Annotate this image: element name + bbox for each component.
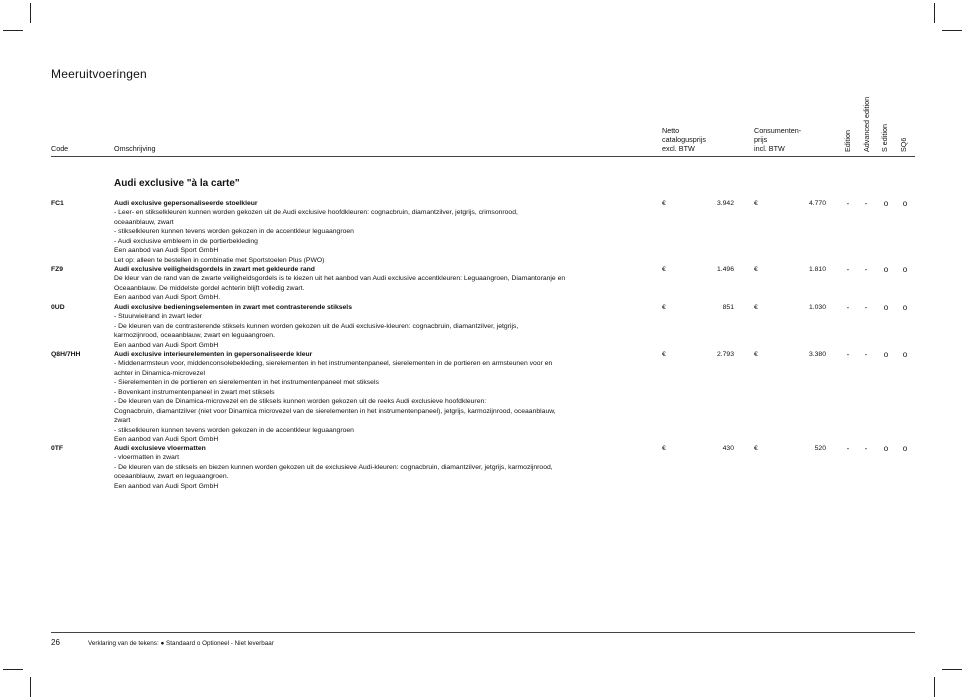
- option-description-line: Een aanbod van Audi Sport GmbH: [114, 341, 219, 349]
- availability-mark: o: [883, 350, 889, 359]
- availability-mark: o: [883, 265, 889, 274]
- footer-divider: [51, 632, 915, 633]
- crop-mark: [30, 677, 31, 697]
- legend: Verklaring van de tekens: ● Standaard o Optioneel - Niet leverbaar: [88, 640, 274, 647]
- column-header-description: Omschrijving: [114, 144, 156, 153]
- option-title: Audi exclusieve vloermatten: [114, 445, 206, 452]
- option-title: Audi exclusive bedieningselementen in zwart met contrasterende stiksels: [114, 304, 352, 311]
- header-line: catalogusprijs: [662, 135, 706, 144]
- currency-symbol: €: [662, 445, 666, 452]
- option-description-line: oceaanblauw, zwart: [114, 218, 174, 226]
- header-line: incl. BTW: [754, 144, 785, 153]
- option-description-line: Oceaanblauw. De middelste gordel achterin blijft volledig zwart.: [114, 284, 305, 292]
- availability-mark: o: [883, 199, 889, 208]
- header-line: Netto: [662, 126, 680, 135]
- option-code: Q8H/7HH: [51, 351, 81, 358]
- availability-mark: o: [902, 444, 908, 453]
- column-header-code: Code: [51, 144, 69, 153]
- option-description-line: oceaanblauw, zwart en leguaangroen.: [114, 473, 229, 481]
- net-price: 2.793: [716, 351, 734, 358]
- option-description-line: Een aanbod van Audi Sport GmbH: [114, 247, 219, 255]
- option-description-line: - De kleuren van de contrasterende stiksels kunnen worden gekozen uit de Audi exclusive-kleuren: cognacbruin, diamantzilver, jetgrijs,: [114, 322, 519, 330]
- net-price: 851: [722, 304, 734, 311]
- consumer-price: 1.030: [808, 304, 826, 311]
- net-price: 1.496: [716, 266, 734, 273]
- column-header-consumer-price: [754, 126, 824, 153]
- column-header-edition: Edition: [843, 130, 852, 152]
- option-description-line: achter in Dinamica-microvezel: [114, 369, 206, 377]
- option-code: 0UD: [51, 304, 65, 311]
- option-description: [114, 199, 644, 265]
- header-line: prijs: [754, 135, 768, 144]
- availability-mark: -: [846, 350, 850, 359]
- availability-mark: -: [846, 444, 850, 453]
- availability-mark: -: [864, 350, 868, 359]
- currency-symbol: €: [662, 266, 666, 273]
- availability-mark: -: [864, 265, 868, 274]
- option-description: [114, 444, 644, 491]
- availability-mark: o: [902, 303, 908, 312]
- currency-symbol: €: [662, 351, 666, 358]
- availability-mark: -: [864, 199, 868, 208]
- crop-mark: [30, 3, 31, 23]
- column-header-s-edition: S edition: [880, 124, 889, 152]
- option-description-line: Cognacbruin, diamantzilver (niet voor Dinamica microvezel van de sierelementen in het instrumentenpaneel), jetgrijs, karmozijnrood, oceaanblauw,: [114, 407, 556, 415]
- page-title: Meeruitvoeringen: [51, 67, 147, 81]
- availability-mark: -: [846, 199, 850, 208]
- crop-mark: [934, 677, 935, 697]
- consumer-price: 1.810: [808, 266, 826, 273]
- currency-symbol: €: [754, 266, 758, 273]
- availability-mark: -: [846, 303, 850, 312]
- option-description-line: - Audi exclusive embleem in de portierbekleding: [114, 237, 258, 245]
- option-description: [114, 350, 644, 445]
- option-description-line: - De kleuren van de Dinamica-microvezel en de stiksels kunnen worden gekozen uit de reeks Audi exclusieve hoofdkleuren:: [114, 398, 487, 406]
- availability-mark: -: [864, 303, 868, 312]
- net-price: 430: [722, 445, 734, 452]
- option-title: Audi exclusive veiligheidsgordels in zwart met gekleurde rand: [114, 266, 315, 273]
- option-code: 0TF: [51, 445, 64, 452]
- option-title: Audi exclusive interieurelementen in gepersonaliseerde kleur: [114, 351, 313, 358]
- availability-mark: -: [846, 265, 850, 274]
- option-description-line: - De kleuren van de stiksels en biezen kunnen worden gekozen uit de exclusieve Audi-kleuren: cognacbruin, diamantzilver, jetgrijs, karmozijnrood,: [114, 463, 553, 471]
- option-description-line: - vloermatten in zwart: [114, 454, 179, 462]
- option-description-line: - Middenarmsteun voor, middenconsolebekleding, sierelementen in het instrumentenpaneel, sierelementen in de portieren en armsteunen voor en: [114, 360, 553, 368]
- option-description-line: De kleur van de rand van de zwarte veiligheidsgordels is te kiezen uit het aanbod van Audi exclusive accentkleuren: Leguaangroen, Diamantoranje en: [114, 275, 566, 283]
- option-description-line: Een aanbod van Audi Sport GmbH.: [114, 294, 221, 302]
- consumer-price: 520: [814, 445, 826, 452]
- currency-symbol: €: [662, 200, 666, 207]
- column-header-sq6: SQ6: [899, 137, 908, 152]
- option-code: FC1: [51, 200, 64, 207]
- currency-symbol: €: [754, 304, 758, 311]
- currency-symbol: €: [754, 351, 758, 358]
- crop-mark: [3, 669, 23, 670]
- category-heading: Audi exclusive "à la carte": [114, 178, 240, 189]
- crop-mark: [942, 669, 962, 670]
- option-description-line: karmozijnrood, oceaanblauw, zwart en leguaangroen.: [114, 332, 275, 340]
- option-title: Audi exclusive gepersonaliseerde stoelkleur: [114, 200, 258, 207]
- option-description-line: - Leer- en stikselkleuren kunnen worden gekozen uit de Audi exclusive hoofdkleuren: cognacbruin, diamantzilver, jetgrijs, crimsonrood,: [114, 209, 518, 217]
- availability-mark: o: [883, 444, 889, 453]
- page-number: 26: [51, 638, 60, 647]
- option-description-line: Een aanbod van Audi Sport GmbH: [114, 436, 219, 444]
- consumer-price: 3.380: [808, 351, 826, 358]
- option-description-line: - Bovenkant instrumentenpaneel in zwart met stiksels: [114, 388, 275, 396]
- header-line: excl. BTW: [662, 144, 695, 153]
- option-description-line: - stikselkleuren kunnen tevens worden gekozen in de accentkleur leguaangroen: [114, 228, 354, 236]
- availability-mark: o: [902, 350, 908, 359]
- crop-mark: [934, 3, 935, 23]
- availability-mark: -: [864, 444, 868, 453]
- crop-mark: [942, 30, 962, 31]
- option-description-line: zwart: [114, 417, 131, 425]
- availability-mark: o: [902, 265, 908, 274]
- currency-symbol: €: [754, 445, 758, 452]
- option-description: [114, 265, 644, 303]
- currency-symbol: €: [754, 200, 758, 207]
- column-header-advanced-edition: Advanced edition: [862, 96, 871, 152]
- availability-mark: o: [902, 199, 908, 208]
- option-code: FZ9: [51, 266, 64, 273]
- option-description-line: - stikselkleuren kunnen tevens worden gekozen in de accentkleur leguaangroen: [114, 426, 354, 434]
- availability-mark: o: [883, 303, 889, 312]
- option-description-line: Let op: alleen te bestellen in combinatie met Sportstoelen Plus (PWO): [114, 256, 325, 264]
- column-header-net-price: [662, 126, 732, 153]
- net-price: 3.942: [716, 200, 734, 207]
- currency-symbol: €: [662, 304, 666, 311]
- option-description-line: - Sierelementen in de portieren en sierelementen in het instrumentenpaneel met stiksels: [114, 379, 379, 387]
- header-line: Consumenten-: [754, 126, 802, 135]
- header-divider: [51, 156, 915, 157]
- option-description-line: - Stuurwielrand in zwart leder: [114, 313, 203, 321]
- option-description-line: Een aanbod van Audi Sport GmbH: [114, 482, 219, 490]
- consumer-price: 4.770: [808, 200, 826, 207]
- crop-mark: [3, 30, 23, 31]
- option-description: [114, 303, 644, 350]
